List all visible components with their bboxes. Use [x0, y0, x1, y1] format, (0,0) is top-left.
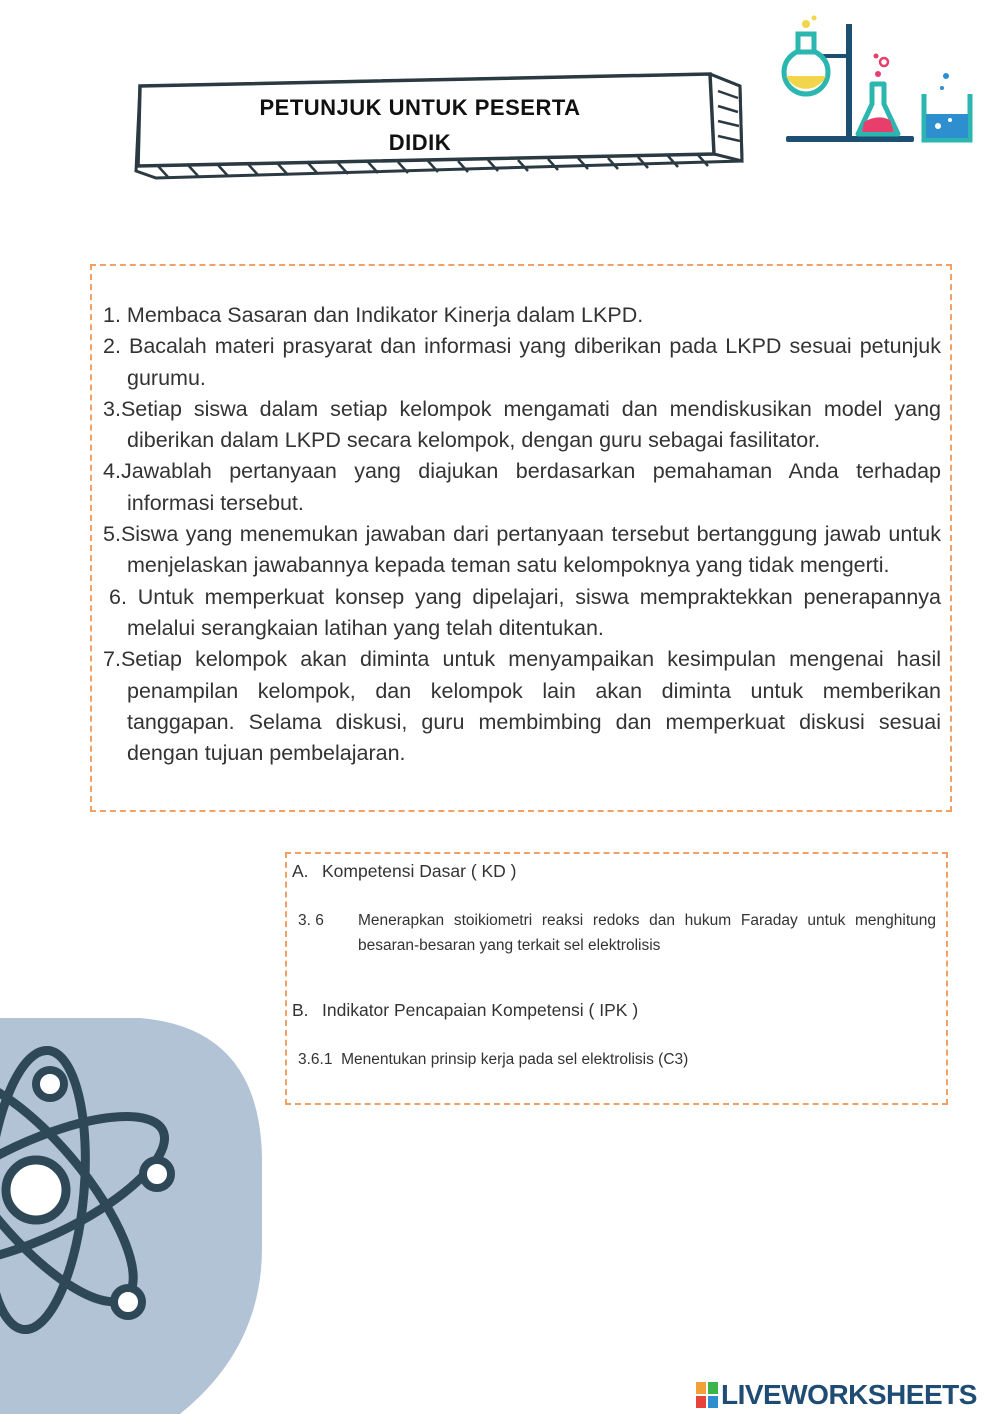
instruction-text: Setiap siswa dalam setiap kelompok mengamati dan mendiskusikan model yang diberikan dalam LKPD secara kelompok, dengan guru sebagai fasilitator. [120, 396, 941, 453]
lab-glassware-icon [778, 14, 978, 154]
instruction-item-5 [103, 519, 941, 582]
page-title-line2: DIDIK [388, 130, 452, 155]
instruction-number: 2. [103, 334, 121, 359]
ipk-item [298, 1047, 936, 1072]
instruction-number: 3. [103, 396, 121, 421]
kd-number: 3. 6 [298, 912, 324, 929]
ipk-heading-letter: B. [292, 1000, 309, 1020]
instruction-item-4 [103, 456, 941, 519]
ipk-heading-text: Indikator Pencapaian Kompetensi ( IPK ) [322, 1000, 639, 1020]
instruction-item-1 [103, 300, 941, 331]
kd-heading-text: Kompetensi Dasar ( KD ) [322, 861, 517, 881]
instruction-number: 1. [103, 303, 121, 327]
instruction-item-3 [103, 394, 941, 457]
instruction-number: 5. [103, 522, 121, 547]
kd-heading-letter: A. [292, 861, 309, 881]
instruction-number: 4. [103, 459, 121, 484]
instruction-number: 6. [109, 584, 127, 609]
instruction-number: 7. [103, 647, 121, 672]
instruction-text: Untuk memperkuat konsep yang dipelajari, siswa mempraktekkan penerapannya melalui serangkaian latihan yang telah ditentukan. [127, 584, 941, 640]
instruction-text: Jawablah pertanyaan yang diajukan berdasarkan pemahaman Anda terhadap informasi tersebut. [120, 459, 941, 515]
ipk-heading [292, 1000, 638, 1021]
brand-name: LIVEWORKSHEETS [721, 1379, 977, 1410]
instruction-text: Setiap kelompok akan diminta untuk menyampaikan kesimpulan mengenai hasil penampilan kelompok, dan kelompok lain akan diminta untuk memberikan tanggapan. Selama diskusi, guru membimbing dan memperkuat diskusi sesuai dengan tujuan pembelajaran. [120, 647, 941, 766]
brand-logo [696, 1378, 977, 1412]
atom-decoration-icon [0, 1018, 300, 1414]
instruction-text: Bacalah materi prasyarat dan informasi yang diberikan pada LKPD sesuai petunjuk gurumu. [127, 334, 941, 390]
instruction-item-2 [103, 331, 941, 394]
instruction-item-7 [103, 644, 941, 769]
kd-text: Menerapkan stoikiometri reaksi redoks dan hukum Faraday untuk menghitung besaran-besaran yang terkait sel elektrolisis [358, 912, 936, 954]
ipk-text: Menentukan prinsip kerja pada sel elektrolisis (C3) [341, 1051, 689, 1068]
ipk-number: 3.6.1 [298, 1051, 333, 1068]
page-title [160, 90, 680, 160]
instruction-item-6 [103, 582, 941, 645]
instructions-list [103, 300, 941, 769]
instruction-text: Membaca Sasaran dan Indikator Kinerja dalam LKPD. [126, 303, 644, 327]
instruction-text: Siswa yang menemukan jawaban dari pertanyaan tersebut bertanggung jawab untuk menjelaskan jawabannya kepada teman satu kelompoknya yang tidak mengerti. [120, 522, 941, 578]
page-title-line1: PETUNJUK UNTUK PESERTA [259, 95, 581, 120]
liveworksheets-logo-icon [696, 1382, 718, 1408]
kd-heading [292, 861, 517, 882]
